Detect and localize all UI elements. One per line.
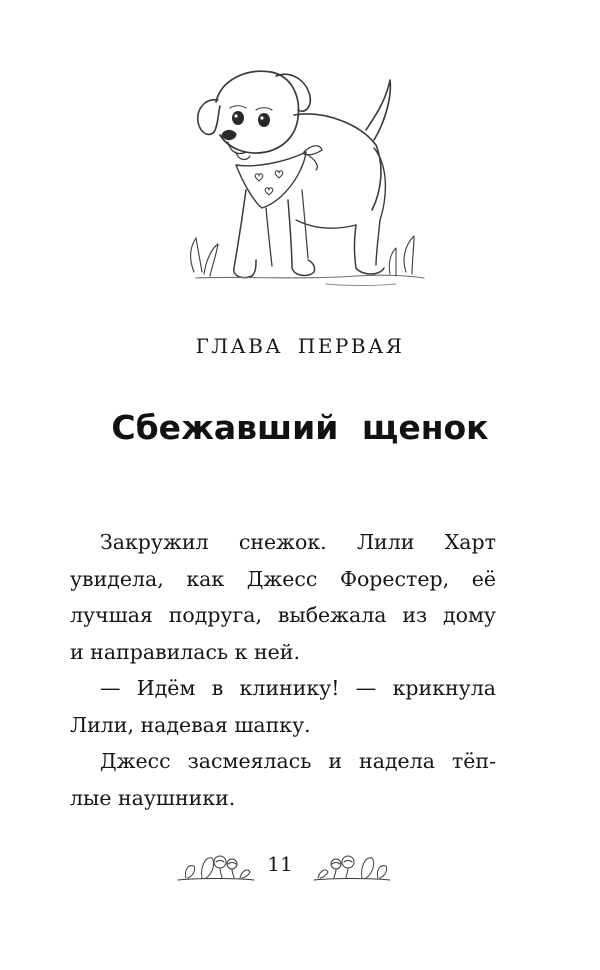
text-line: Лили, надевая шапку. [70, 712, 311, 737]
chapter-title: Сбежавший щенок [111, 408, 489, 447]
text-line: Закружил снежок. Лили Харт [100, 530, 496, 554]
text-line: — Идём в клинику! — крикнула [100, 676, 496, 700]
page-footer [0, 840, 600, 890]
flower-ornament-icon [176, 842, 256, 888]
body-text [70, 524, 496, 816]
flower-ornament-icon [312, 842, 392, 888]
text-line: Джесс засмеялась и надела тёп- [100, 749, 496, 773]
text-line: увидела, как Джесс Форестер, её [70, 566, 496, 591]
chapter-label: ГЛАВА ПЕРВАЯ [195, 334, 405, 358]
text-line: и направилась к ней. [70, 639, 300, 664]
puppy-illustration-icon [176, 40, 426, 340]
text-line: лучшая подруга, выбежала из дому [70, 603, 496, 627]
text-line: лые наушники. [70, 785, 236, 810]
page-number: 11 [267, 852, 293, 876]
